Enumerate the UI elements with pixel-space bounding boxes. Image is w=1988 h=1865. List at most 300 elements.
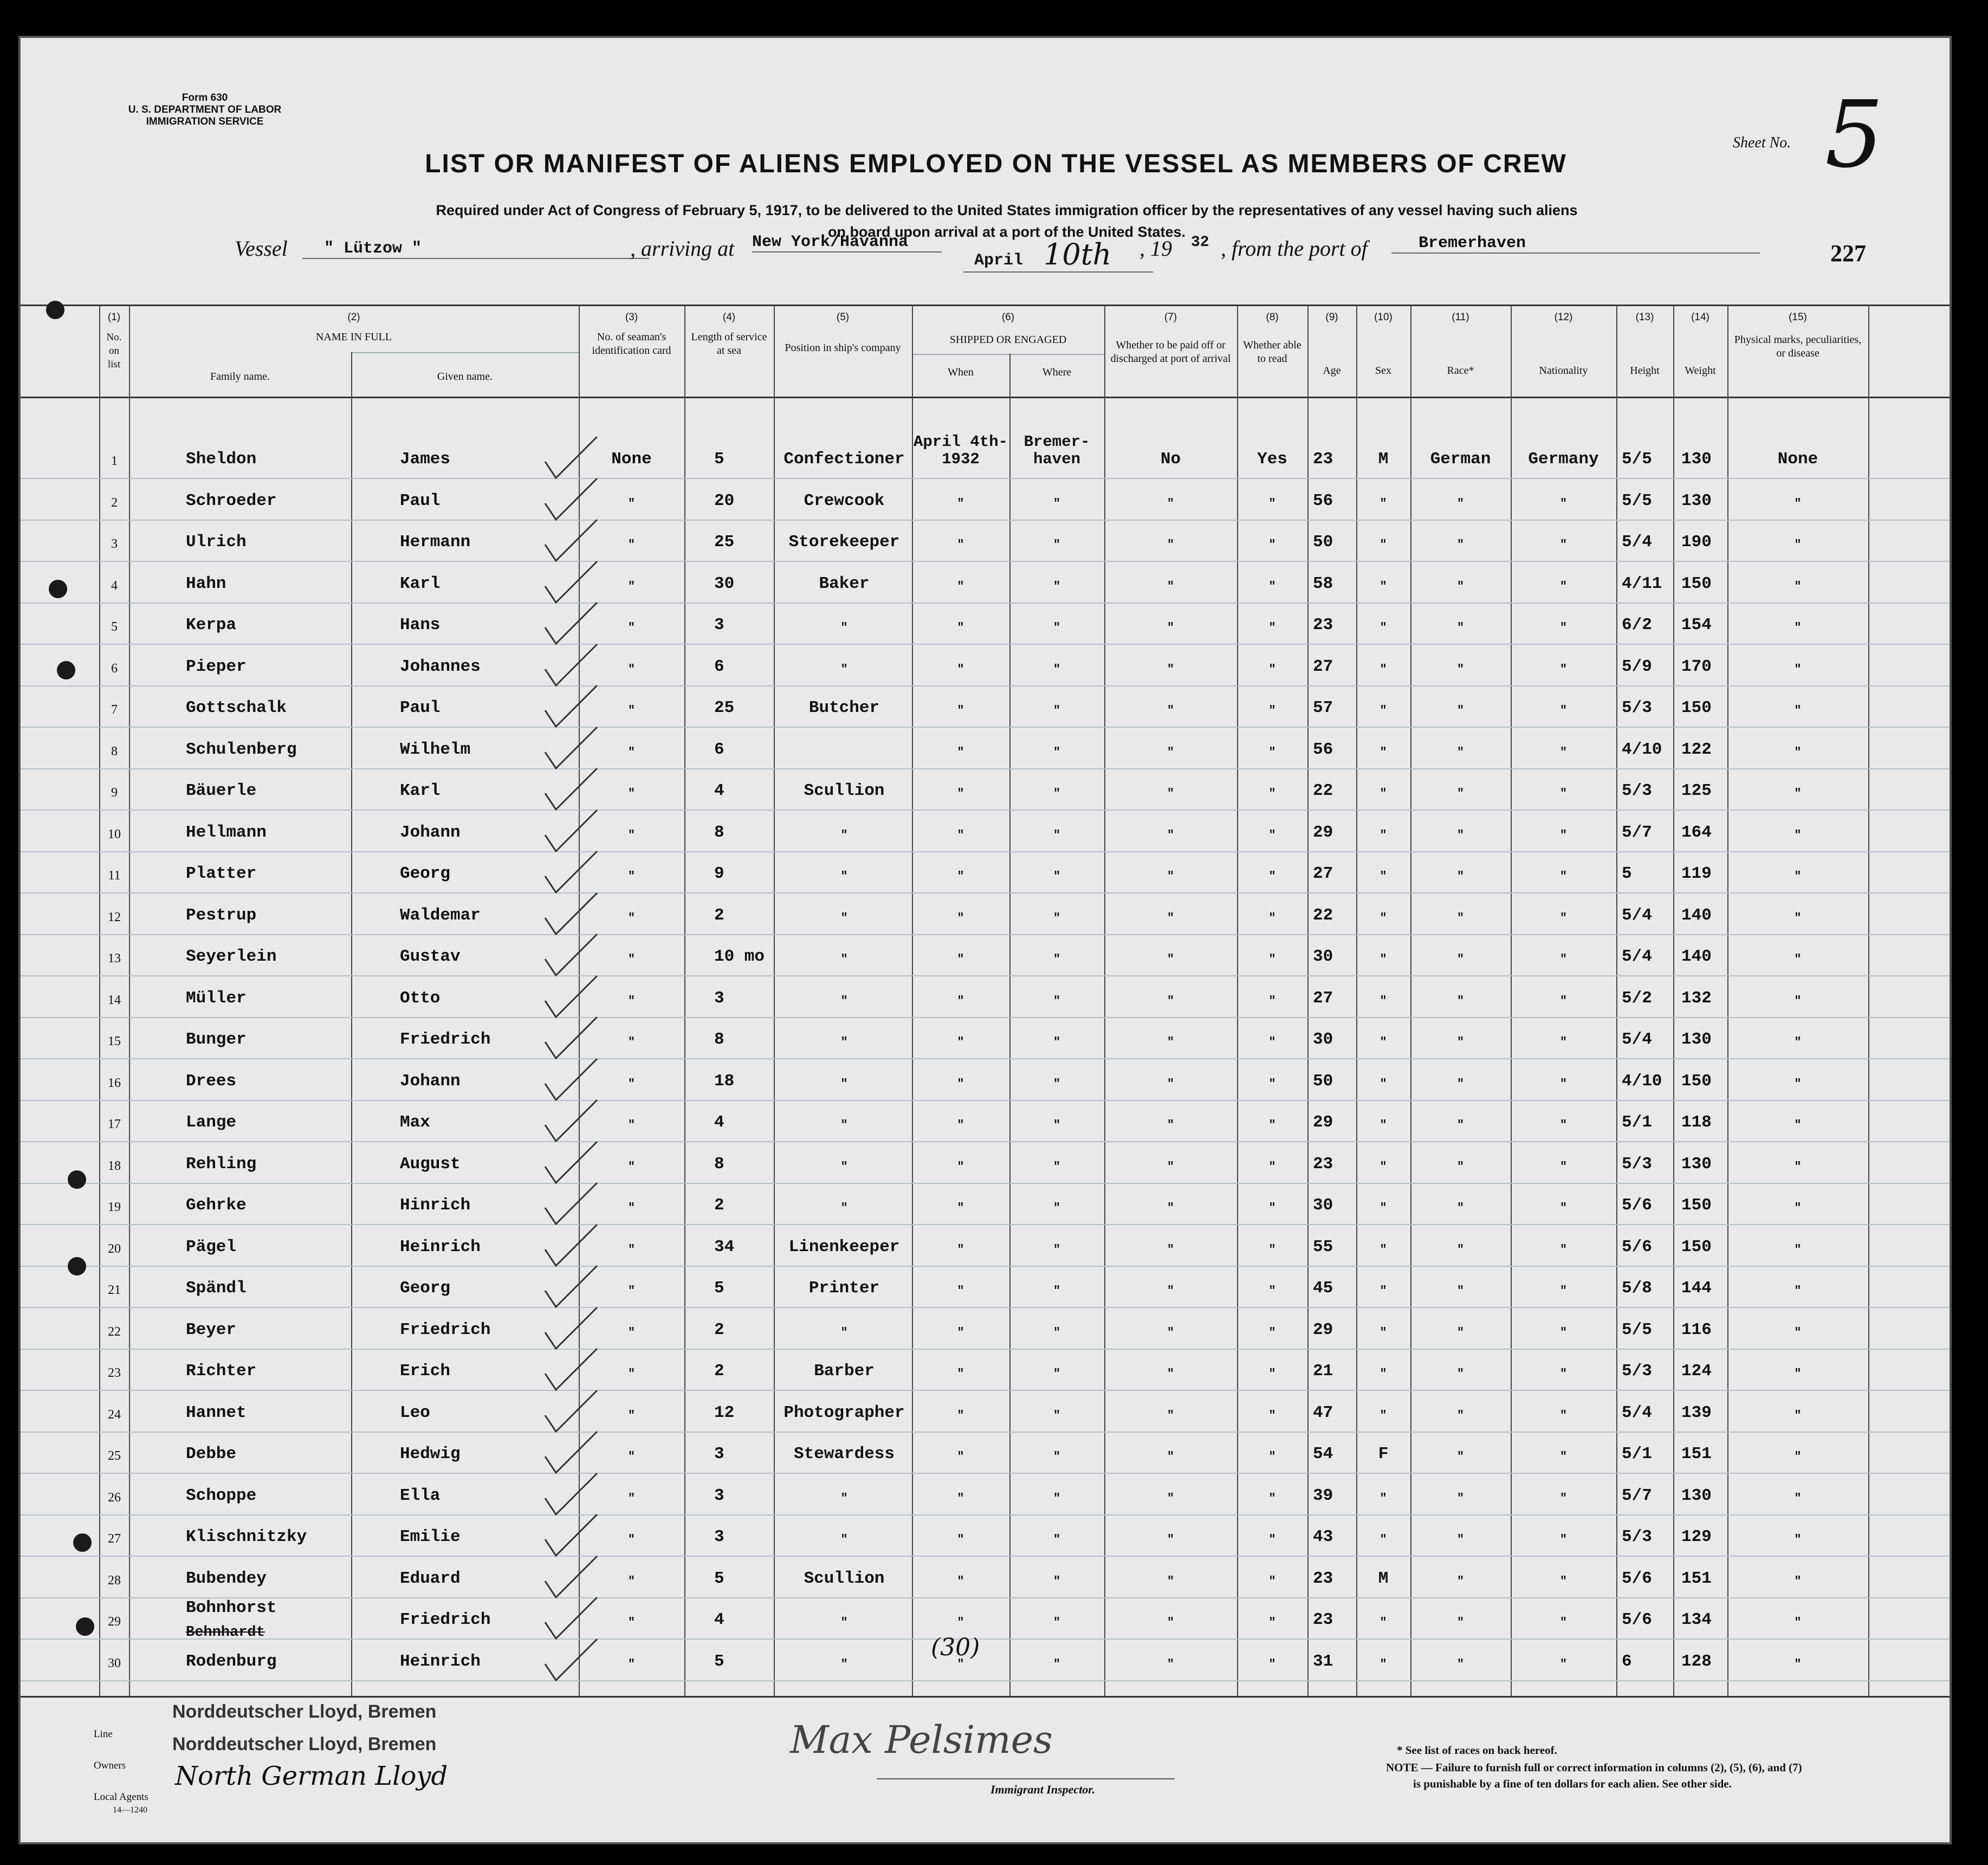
- header-height: Height: [1630, 365, 1660, 377]
- row-rule: [21, 1017, 1950, 1018]
- row-rule: [21, 851, 1950, 852]
- row-number: 8: [111, 744, 118, 759]
- cell-family: Beyer: [186, 1320, 237, 1339]
- cell-read: ": [1268, 787, 1276, 800]
- cell-height: 5/1: [1622, 1113, 1652, 1132]
- cell-id: ": [627, 1035, 636, 1049]
- cell-position: Barber: [814, 1362, 875, 1381]
- cell-weight: 150: [1681, 574, 1712, 593]
- cell-given: Friedrich: [400, 1320, 491, 1339]
- cell-age: 50: [1313, 533, 1333, 552]
- cell-height: 5/7: [1622, 1486, 1652, 1505]
- cell-sex: ": [1380, 911, 1387, 925]
- owners-stamp: Norddeutscher Lloyd, Bremen: [172, 1734, 437, 1754]
- cell-weight: 119: [1681, 864, 1712, 883]
- cell-service: 3: [714, 1527, 724, 1546]
- cell-weight: 150: [1681, 698, 1712, 717]
- cell-age: 23: [1313, 1569, 1333, 1588]
- cell-service: 12: [714, 1403, 735, 1422]
- cell-physical: ": [1794, 663, 1802, 676]
- cell-given: Eduard: [400, 1569, 461, 1588]
- cell-service: 2: [714, 1362, 724, 1381]
- year-suffix: 32: [1191, 234, 1209, 251]
- cell-age: 23: [1313, 1155, 1333, 1174]
- cell-where: ": [1053, 1450, 1061, 1463]
- cell-service: 8: [714, 1155, 724, 1174]
- cell-id: ": [627, 787, 636, 800]
- header-physical: Physical marks, peculiarities, or disease: [1734, 334, 1862, 359]
- cell-race: ": [1456, 1243, 1465, 1257]
- cell-weight: 139: [1681, 1403, 1712, 1422]
- cell-given: Gustav: [400, 947, 461, 966]
- cell-sex: ": [1380, 497, 1387, 510]
- cell-service: 5: [714, 1279, 724, 1298]
- cell-given: Heinrich: [400, 1238, 481, 1257]
- cell-read: ": [1268, 663, 1276, 676]
- cell-sex: ": [1380, 1409, 1387, 1422]
- cell-where: ": [1053, 1035, 1061, 1049]
- cell-family: Debbe: [186, 1445, 237, 1463]
- cell-nationality: Germany: [1528, 450, 1599, 469]
- cell-position: ": [840, 621, 848, 634]
- cell-weight: 122: [1681, 740, 1712, 759]
- row-number: 17: [108, 1117, 121, 1131]
- cell-race: ": [1456, 1533, 1465, 1546]
- cell-paid: ": [1167, 1201, 1175, 1215]
- cell-paid: ": [1167, 704, 1175, 717]
- cell-physical: ": [1794, 1326, 1802, 1339]
- cell-height: 5/4: [1622, 906, 1652, 925]
- cell-family: Ulrich: [186, 533, 247, 552]
- cell-physical: ": [1794, 746, 1802, 759]
- colnum-2: (2): [347, 312, 360, 323]
- cell-service: 3: [714, 616, 724, 634]
- cell-sex: ": [1380, 1243, 1387, 1257]
- cell-sex: M: [1378, 1569, 1389, 1588]
- cell-age: 30: [1313, 947, 1333, 966]
- cell-family: Klischnitzky: [186, 1527, 307, 1546]
- cell-service: 8: [714, 823, 724, 842]
- cell-sex: F: [1378, 1445, 1389, 1463]
- cell-age: 23: [1313, 1610, 1333, 1629]
- cell-sex: ": [1380, 870, 1387, 883]
- row-rule: [21, 1058, 1950, 1059]
- cell-where: ": [1053, 994, 1061, 1008]
- cell-when: ": [957, 580, 964, 593]
- cell-paid: ": [1167, 1575, 1175, 1588]
- cell-race: ": [1456, 704, 1465, 717]
- row-rule: [21, 975, 1950, 976]
- cell-given: Waldemar: [400, 906, 481, 925]
- owners-label: Owners: [94, 1760, 126, 1771]
- header-no-on-list: No. on list: [106, 332, 122, 370]
- row-rule: [21, 685, 1950, 687]
- cell-nationality: ": [1559, 1243, 1568, 1257]
- colnum-11: (11): [1452, 312, 1469, 323]
- cell-position: ": [840, 1201, 848, 1215]
- cell-paid: ": [1167, 787, 1175, 800]
- cell-race: ": [1456, 1284, 1465, 1298]
- cell-given: Johannes: [400, 657, 481, 676]
- cell-height: 5/5: [1622, 491, 1652, 510]
- row-rule: [21, 561, 1950, 562]
- cell-paid: ": [1167, 1243, 1175, 1257]
- row-number: 7: [111, 703, 118, 717]
- row-number: 21: [108, 1283, 121, 1297]
- header-bottom-rule: [21, 397, 1950, 398]
- cell-when: ": [957, 1201, 964, 1215]
- cell-paid: ": [1167, 663, 1175, 676]
- cell-weight: 134: [1681, 1610, 1712, 1629]
- cell-sex: ": [1380, 828, 1387, 842]
- cell-where: ": [1053, 1284, 1061, 1298]
- cell-read: ": [1268, 911, 1276, 925]
- cell-height: 5/5: [1622, 1320, 1652, 1339]
- cell-weight: 144: [1681, 1279, 1712, 1298]
- cell-when: ": [957, 746, 964, 759]
- arrival-month: April: [974, 251, 1024, 270]
- cell-nationality: ": [1559, 1367, 1568, 1381]
- cell-height: 4/10: [1622, 740, 1662, 759]
- cell-weight: 130: [1681, 1030, 1712, 1049]
- vessel-label: Vessel: [235, 236, 288, 261]
- cell-read: ": [1268, 1450, 1276, 1463]
- cell-given: Karl: [400, 574, 441, 593]
- cell-height: 5/3: [1622, 1155, 1652, 1174]
- cell-position: Linenkeeper: [788, 1238, 900, 1257]
- row-number: 6: [111, 662, 118, 676]
- cell-when: ": [957, 1492, 964, 1505]
- cell-when: ": [957, 704, 964, 717]
- cell-position: Baker: [819, 574, 870, 593]
- cell-weight: 124: [1681, 1362, 1712, 1381]
- cell-age: 57: [1313, 698, 1333, 717]
- cell-service: 25: [714, 533, 735, 552]
- cell-read: ": [1268, 704, 1276, 717]
- row-number: 27: [108, 1532, 121, 1546]
- row-number: 1: [111, 454, 118, 468]
- row-rule: [21, 1349, 1950, 1350]
- header-nationality: Nationality: [1539, 365, 1588, 377]
- cell-age: 43: [1313, 1527, 1333, 1546]
- cell-nationality: ": [1559, 1533, 1568, 1546]
- row-rule: [21, 1266, 1950, 1267]
- cell-family: Richter: [186, 1362, 257, 1381]
- punch-hole: [73, 1533, 92, 1552]
- cell-read: ": [1268, 1575, 1276, 1588]
- cell-physical: ": [1794, 1160, 1802, 1174]
- row-rule: [21, 1432, 1950, 1433]
- cell-read: ": [1268, 1409, 1276, 1422]
- form-code: 14—1240: [113, 1805, 147, 1815]
- cell-where: ": [1053, 828, 1061, 842]
- cell-height: 5/3: [1622, 698, 1652, 717]
- colnum-3: (3): [625, 312, 638, 323]
- cell-nationality: ": [1559, 787, 1568, 800]
- page-title: LIST OR MANIFEST OF ALIENS EMPLOYED ON THE VESSEL AS MEMBERS OF CREW: [425, 150, 1567, 178]
- line-label: Line: [94, 1728, 113, 1740]
- cell-position: Butcher: [808, 698, 880, 717]
- cell-sex: ": [1380, 1367, 1387, 1381]
- cell-position: ": [840, 911, 848, 925]
- cell-position: ": [840, 1657, 848, 1671]
- cell-given: James: [400, 450, 451, 469]
- row-rule: [21, 1556, 1950, 1557]
- cell-given: Paul: [400, 698, 441, 717]
- cell-service: 5: [714, 1652, 724, 1671]
- cell-race: ": [1456, 621, 1465, 634]
- cell-id: ": [627, 1533, 636, 1546]
- inspector-signature: Max Pelsimes: [790, 1718, 1053, 1762]
- subtitle-line-2: on board upon arrival at a port of the United States.: [827, 224, 1186, 240]
- cell-weight: 130: [1681, 450, 1712, 469]
- cell-weight: 164: [1681, 823, 1712, 842]
- cell-nationality: ": [1559, 580, 1568, 593]
- cell-when: ": [957, 1284, 964, 1298]
- cell-when: ": [957, 1118, 964, 1132]
- header-given-name: Given name.: [437, 371, 493, 383]
- cell-height: 5/4: [1622, 1030, 1652, 1049]
- cell-given: Johann: [400, 823, 461, 842]
- cell-race: ": [1456, 663, 1465, 676]
- colnum-1: (1): [107, 312, 121, 323]
- cell-race: ": [1456, 953, 1465, 966]
- cell-service: 5: [714, 1569, 724, 1588]
- row-rule: [21, 934, 1950, 935]
- cell-where: ": [1053, 1367, 1061, 1381]
- cell-position: ": [840, 1616, 848, 1629]
- cell-physical: ": [1794, 704, 1802, 717]
- cell-family: Gehrke: [186, 1196, 247, 1215]
- cell-paid: ": [1167, 1450, 1175, 1463]
- cell-given: Friedrich: [400, 1610, 491, 1629]
- cell-where: ": [1053, 1657, 1061, 1671]
- cell-when: ": [957, 497, 964, 510]
- cell-where: ": [1053, 538, 1061, 552]
- cell-weight: 130: [1681, 491, 1712, 510]
- cell-where: Bremer-haven: [1024, 433, 1090, 468]
- cell-read: ": [1268, 828, 1276, 842]
- cell-sex: ": [1380, 663, 1387, 676]
- cell-race: ": [1456, 746, 1465, 759]
- cell-family: Hahn: [186, 574, 226, 593]
- colnum-9: (9): [1325, 312, 1338, 323]
- cell-height: 5/3: [1622, 1362, 1652, 1381]
- note-races: * See list of races on back hereof.: [1397, 1744, 1557, 1757]
- row-number: 22: [108, 1325, 121, 1339]
- cell-age: 45: [1313, 1279, 1333, 1298]
- cell-read: ": [1268, 580, 1276, 593]
- sheet-number: 5: [1825, 81, 1884, 189]
- cell-height: 6/2: [1622, 616, 1652, 634]
- sheet-label: Sheet No.: [1733, 134, 1791, 151]
- cell-age: 56: [1313, 491, 1333, 510]
- cell-where: ": [1053, 1243, 1061, 1257]
- form-number: Form 630: [182, 92, 228, 103]
- cell-age: 58: [1313, 574, 1333, 593]
- cell-where: ": [1053, 787, 1061, 800]
- cell-position: ": [840, 1077, 848, 1091]
- cell-race: ": [1456, 538, 1465, 552]
- row-number: 30: [108, 1656, 121, 1670]
- cell-weight: 151: [1681, 1569, 1712, 1588]
- cell-height: 5/6: [1622, 1569, 1652, 1588]
- cell-physical: ": [1794, 1201, 1802, 1215]
- year-prefix: , 19: [1139, 236, 1172, 261]
- cell-age: 39: [1313, 1486, 1333, 1505]
- cell-when: ": [957, 1160, 964, 1174]
- cell-family: Pestrup: [186, 906, 257, 925]
- cell-when: ": [957, 1367, 964, 1381]
- cell-service: 5: [714, 450, 724, 469]
- header-family-name: Family name.: [210, 371, 270, 383]
- colnum-13: (13): [1635, 312, 1654, 323]
- cell-weight: 132: [1681, 989, 1712, 1008]
- cell-nationality: ": [1559, 911, 1568, 925]
- cell-service: 2: [714, 1320, 724, 1339]
- row-number: 26: [108, 1491, 121, 1505]
- cell-given: Emilie: [400, 1527, 461, 1546]
- cell-when: ": [957, 1326, 964, 1339]
- cell-family: Drees: [186, 1072, 237, 1091]
- cell-given: Hedwig: [400, 1445, 461, 1463]
- header-length-service: Length of service at sea: [691, 331, 767, 357]
- cell-given: Ella: [400, 1486, 441, 1505]
- cell-id: ": [627, 1243, 636, 1257]
- cell-id: None: [611, 450, 652, 469]
- cell-physical: ": [1794, 497, 1802, 510]
- cell-age: 30: [1313, 1196, 1333, 1215]
- cell-age: 54: [1313, 1445, 1333, 1463]
- cell-family: Hellmann: [186, 823, 267, 842]
- cell-position: ": [840, 1035, 848, 1049]
- cell-id: ": [627, 1575, 636, 1588]
- cell-id: ": [627, 994, 636, 1008]
- shipped-subheader-rule: [912, 354, 1104, 355]
- cell-nationality: ": [1559, 994, 1568, 1008]
- col-rule: [351, 352, 352, 1696]
- cell-position: ": [840, 953, 848, 966]
- cell-age: 50: [1313, 1072, 1333, 1091]
- cell-given: Heinrich: [400, 1652, 481, 1671]
- cell-service: 3: [714, 1445, 724, 1463]
- cell-when: ": [957, 1077, 964, 1091]
- cell-sex: ": [1380, 953, 1387, 966]
- cell-given: Georg: [400, 864, 451, 883]
- cell-id: ": [627, 1367, 636, 1381]
- cell-given: Friedrich: [400, 1030, 491, 1049]
- cell-where: ": [1053, 1077, 1061, 1091]
- cell-when: ": [957, 787, 964, 800]
- cell-family: Gottschalk: [186, 698, 287, 717]
- cell-age: 22: [1313, 906, 1333, 925]
- cell-position: Scullion: [804, 1569, 885, 1588]
- cell-physical: ": [1794, 911, 1802, 925]
- cell-race: ": [1456, 1118, 1465, 1132]
- cell-family: Pieper: [186, 657, 247, 676]
- cell-id: ": [627, 497, 636, 510]
- cell-read: ": [1268, 538, 1276, 552]
- cell-paid: No: [1160, 450, 1181, 469]
- cell-position: ": [840, 994, 848, 1008]
- cell-position: ": [840, 1533, 848, 1546]
- department-name: U. S. DEPARTMENT OF LABOR: [128, 104, 282, 115]
- cell-sex: ": [1380, 1201, 1387, 1215]
- cell-id: ": [627, 828, 636, 842]
- check-mark-icon: [541, 1636, 600, 1685]
- cell-height: 5/3: [1622, 1527, 1652, 1546]
- cell-race: ": [1456, 828, 1465, 842]
- cell-position: Photographer: [783, 1403, 905, 1422]
- cell-weight: 129: [1681, 1527, 1712, 1546]
- cell-position: Stewardess: [793, 1445, 895, 1463]
- cell-paid: ": [1167, 497, 1175, 510]
- col-rule: [774, 305, 775, 1696]
- cell-weight: 116: [1681, 1320, 1712, 1339]
- cell-nationality: ": [1559, 1409, 1568, 1422]
- header-seaman-id: No. of seaman's identification card: [592, 331, 671, 357]
- cell-paid: ": [1167, 538, 1175, 552]
- cell-age: 56: [1313, 740, 1333, 759]
- cell-position: Crewcook: [804, 491, 885, 510]
- cell-given: Leo: [400, 1403, 430, 1422]
- cell-weight: 170: [1681, 657, 1712, 676]
- cell-paid: ": [1167, 953, 1175, 966]
- cell-paid: ": [1167, 1657, 1175, 1671]
- cell-sex: ": [1380, 538, 1387, 552]
- cell-physical: ": [1794, 994, 1802, 1008]
- cell-paid: ": [1167, 1118, 1175, 1132]
- cell-given: Hinrich: [400, 1196, 471, 1215]
- cell-race: ": [1456, 497, 1465, 510]
- cell-physical: ": [1794, 1284, 1802, 1298]
- cell-race: ": [1456, 1616, 1465, 1629]
- col-rule: [1307, 305, 1309, 1696]
- punch-hole: [57, 661, 75, 679]
- cell-family: Seyerlein: [186, 947, 277, 966]
- punch-hole: [68, 1170, 86, 1189]
- cell-family: Bäuerle: [186, 781, 257, 800]
- cell-position: ": [840, 1326, 848, 1339]
- cell-paid: ": [1167, 1533, 1175, 1546]
- cell-id: ": [627, 1450, 636, 1463]
- cell-family-struck: Behnhardt: [186, 1624, 265, 1641]
- cell-family: Bubendey: [186, 1569, 267, 1588]
- cell-where: ": [1053, 621, 1061, 634]
- cell-id: ": [627, 1326, 636, 1339]
- cell-where: ": [1053, 1201, 1061, 1215]
- cell-weight: 130: [1681, 1486, 1712, 1505]
- signature-line: [877, 1778, 1175, 1779]
- cell-given: Paul: [400, 491, 441, 510]
- row-rule: [21, 1473, 1950, 1474]
- cell-where: ": [1053, 1533, 1061, 1546]
- cell-height: 5/4: [1622, 533, 1652, 552]
- colnum-8: (8): [1266, 312, 1279, 323]
- cell-physical: ": [1794, 1409, 1802, 1422]
- cell-when: ": [957, 538, 964, 552]
- page-number: 227: [1830, 240, 1866, 267]
- cell-when: ": [957, 663, 964, 676]
- cell-id: ": [627, 1409, 636, 1422]
- header-able-to-read: Whether able to read: [1243, 339, 1301, 365]
- row-number: 14: [108, 993, 121, 1007]
- cell-physical: ": [1794, 828, 1802, 842]
- cell-nationality: ": [1559, 1326, 1568, 1339]
- cell-read: ": [1268, 1533, 1276, 1546]
- cell-nationality: ": [1559, 621, 1568, 634]
- cell-id: ": [627, 1201, 636, 1215]
